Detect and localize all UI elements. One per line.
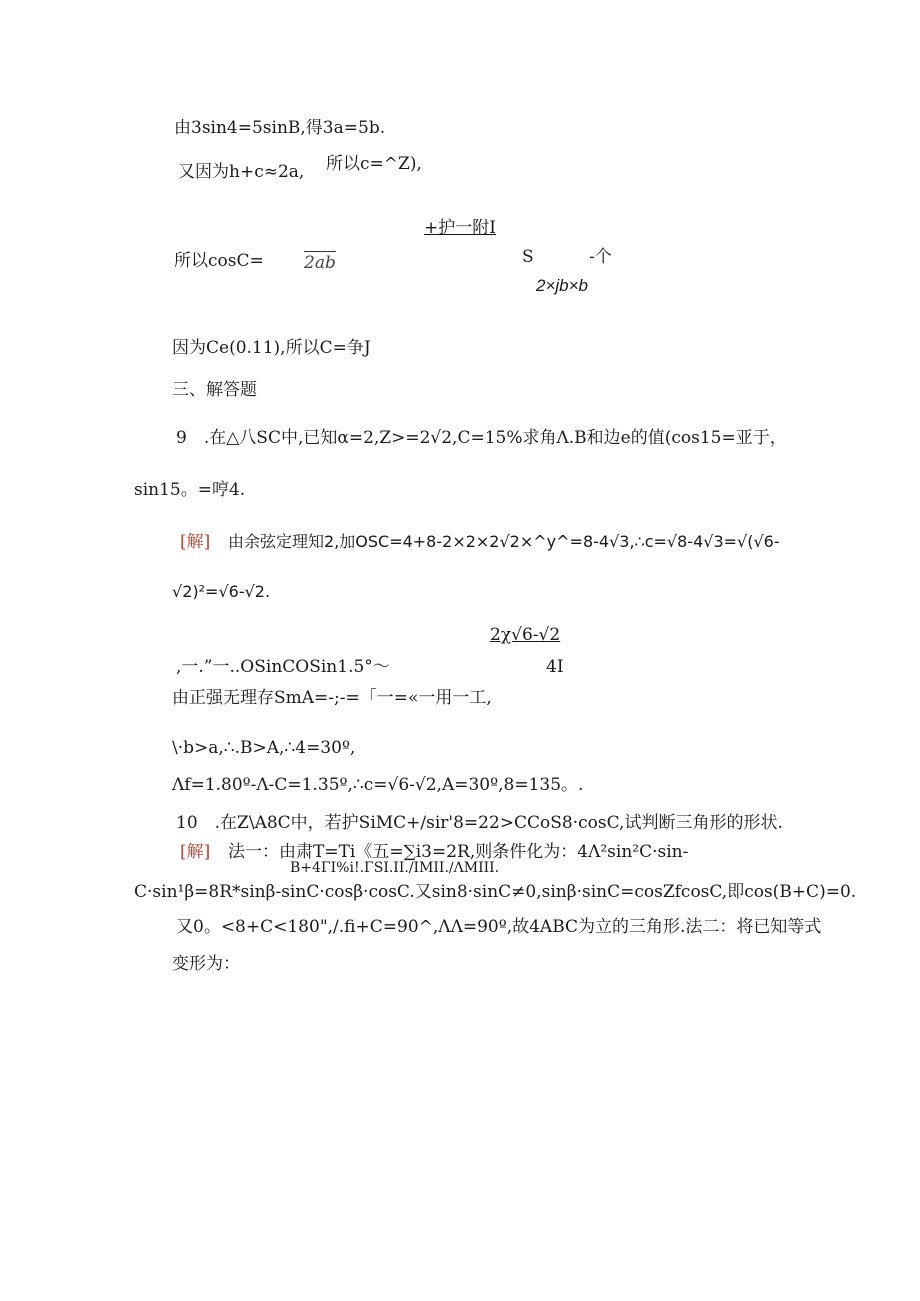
line-6: 因为Ce(0.11),所以C=争J [172, 338, 371, 358]
problem-9: 9 .在△八SC中,已知α=2,Z>=2√2,C=15%求角Λ.B和边e的值(cos15=亚于， [176, 428, 787, 448]
solution-tag-2: [解] [180, 842, 211, 862]
solution-tag: [解] [180, 532, 211, 552]
solution-line-1: 由余弦定理知2,加OSC=4+8-2×2×2√2×^y^=8-4√3,∴c=√8-4√3=√(√6- [228, 532, 780, 551]
solution-10-line-2: C·sin¹β=8R*sinβ-sinC·cosβ·cosC.又sin8·sinC≠0,sinβ·sinC=cosZfcosC,即cos(B+C)=0. [134, 882, 857, 902]
line-2a: 又因为h+c≈2a, [178, 162, 305, 182]
fraction-denominator: 2ab [304, 253, 336, 273]
problem-10: 10 .在Z\A8C中，若护SiMC+∕sir'8=22>CCoS8·cosC,试判断三角形的形状. [176, 813, 783, 833]
problem-9-cont: sin15。=哼4. [134, 480, 246, 500]
solution-10-overprint: B+4ΓI%i!.ΓSI.II./IMII.∕ΛΜIII. [290, 860, 500, 876]
line-2b: 所以c=^Z), [326, 154, 422, 174]
solution-line-4: 由正强无理存SmA=-;-=「一=«一用一工, [172, 688, 492, 708]
line-3-numerator: +护一附Ⅰ [424, 218, 496, 238]
solution-line-5: \·b>a,∴.B>A,∴4=30º, [172, 738, 356, 758]
solution-10-line-1: 法一：由肃T=Ti《五=∑i3=2R,则条件化为：4Λ²sin²C·sin- [228, 842, 689, 862]
line-4-lhs: 所以cosC= [174, 251, 264, 271]
section-heading: 三、解答题 [172, 380, 257, 400]
line-4-s: S [522, 247, 534, 267]
solution-10-line-4: 变形为： [172, 954, 240, 974]
line-4-rhs: -个 [589, 247, 612, 267]
line-1: 由3sin4=5sinB,得3a=5b. [174, 118, 386, 138]
solution-line-6: Λf=1.80º-Λ-C=1.35º,∴c=√6-√2,A=30º,8=135。. [172, 775, 584, 795]
solution-line-3-rhs: 4I [546, 657, 564, 677]
fraction-numerator: 2χ√6-√2 [490, 625, 561, 645]
solution-line-2: √2)²=√6-√2. [172, 582, 271, 601]
solution-line-3: ,一.”一..OSinCOSin1.5°～ [176, 657, 390, 677]
line-5: 2×jb×b [536, 276, 588, 295]
solution-10-line-3: 又0。<8+C<180",∕.fi+C=90^,ΛΛ=90º,故4ABC为立的三角形.法二：将已知等式 [176, 917, 822, 937]
